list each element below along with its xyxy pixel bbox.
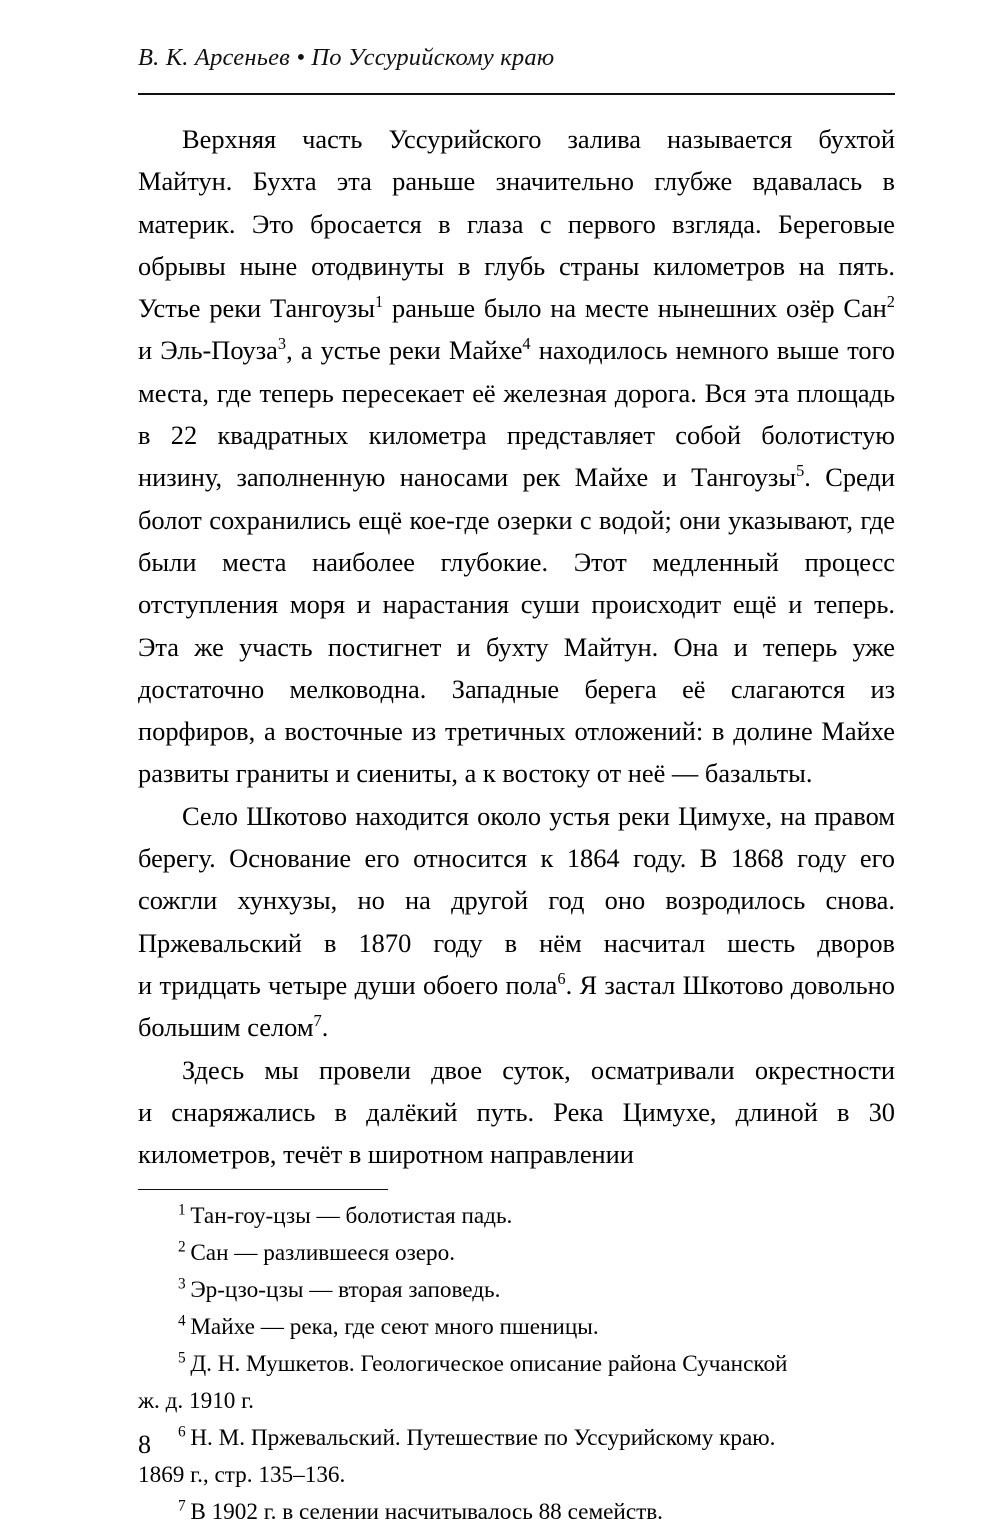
- footnote-item: [138, 1494, 895, 1531]
- footnote-ref-1: 1: [375, 292, 384, 312]
- footnote-ref-4: 4: [522, 334, 531, 354]
- footnote-marker: 5: [178, 1349, 186, 1367]
- footnote-ref-5: 5: [796, 461, 805, 481]
- footnote-ref-3: 3: [277, 334, 287, 354]
- footnotes: [138, 1198, 895, 1531]
- footnote-text: Д. Н. Мушкетов. Геологическое описание района Сучанской: [190, 1351, 788, 1378]
- footnote-ref-7: 7: [313, 1011, 322, 1031]
- footnote-marker: 2: [178, 1238, 186, 1256]
- footnote-item: [138, 1309, 895, 1346]
- footnote-marker: 6: [178, 1423, 186, 1441]
- paragraph-2: Село Шкотово находится около устья реки Цимухе, на правом берегу. Основание его относится к 1864 году. В 1868 году его сожгли хунхузы, но на другой год оно возродилось снова. Пржевальский в 1870 году в нём насчитал шесть дворов и тридцать четыре души обоего пола$^6$. Я застал Шкотово довольно большим селом$^7$.: [138, 800, 895, 1043]
- footnote-text: Майхе — река, где сеют много пшеницы.: [190, 1314, 599, 1341]
- footnote-text: Сан — разлившееся озеро.: [190, 1240, 456, 1267]
- footnote-continuation: 1869 г., стр. 135–136.: [138, 1462, 346, 1489]
- paragraph-1: Верхняя часть Уссурийского залива называется бухтой Майтун. Бухта эта раньше значительно глубже вдавалась в материк. Это бросается в глаза с первого взгляда. Береговые обрывы ныне отодвинуты в глубь страны километров на пять. Устье реки Тангоузы$^1$ раньше было на месте нынешних озёр Сан$^2$ и Эль-Поуза$^3$, а устье реки Майхе$^4$ находилось немного выше того места, где теперь пересекает её железная дорога. Вся эта площадь в 22 квадратных километра представляет собой болотистую низину, заполненную наносами рек Майхе и Тангоузы$^5$. Среди болот сохранились ещё кое-где озерки с водой; они указывают, где были места наиболее глубокие. Этот медленный процесс отступления моря и нарастания суши происходит ещё и теперь. Эта же участь постигнет и бухту Майтун. Она и теперь уже достаточно мелководна. Западные берега её слагаются из порфиров, а восточные из третичных отложений: в долине Майхе развиты граниты и сиениты, а к востоку от неё — базальты.: [138, 124, 895, 789]
- footnote-item: [138, 1235, 895, 1272]
- footnote-ref-6: 6: [557, 969, 566, 989]
- body-text: [138, 118, 895, 1175]
- footnote-rule: [138, 1189, 388, 1190]
- footnote-continuation: ж. д. 1910 г.: [138, 1388, 254, 1415]
- header-rule: [138, 93, 895, 95]
- footnote-marker: 3: [178, 1275, 186, 1293]
- footnote-marker: 4: [178, 1312, 186, 1330]
- footnote-text: Эр-цзо-цзы — вторая заповедь.: [190, 1277, 501, 1304]
- footnote-ref-2: 2: [886, 292, 895, 312]
- footnote-item: [138, 1346, 895, 1383]
- footnote-marker: 1: [178, 1201, 186, 1219]
- footnote-item: [138, 1198, 895, 1235]
- footnote-marker: 7: [178, 1497, 186, 1515]
- footnote-text: Н. М. Пржевальский. Путешествие по Уссурийскому краю.: [190, 1425, 776, 1452]
- page-number: 8: [138, 1430, 151, 1459]
- paragraph-3: Здесь мы провели двое суток, осматривали окрестности и снаряжались в далёкий путь. Река Цимухе, длиной в 30 километров, течёт в широтном направлении: [138, 1054, 895, 1170]
- footnote-text: Тан-гоу-цзы — болотистая падь.: [190, 1203, 513, 1230]
- running-head: В. К. Арсеньев • По Уссурийскому краю: [138, 44, 555, 71]
- footnote-text: В 1902 г. в селении насчитывалось 88 семейств.: [190, 1499, 663, 1526]
- footnote-item: [138, 1420, 895, 1457]
- footnote-item: [138, 1272, 895, 1309]
